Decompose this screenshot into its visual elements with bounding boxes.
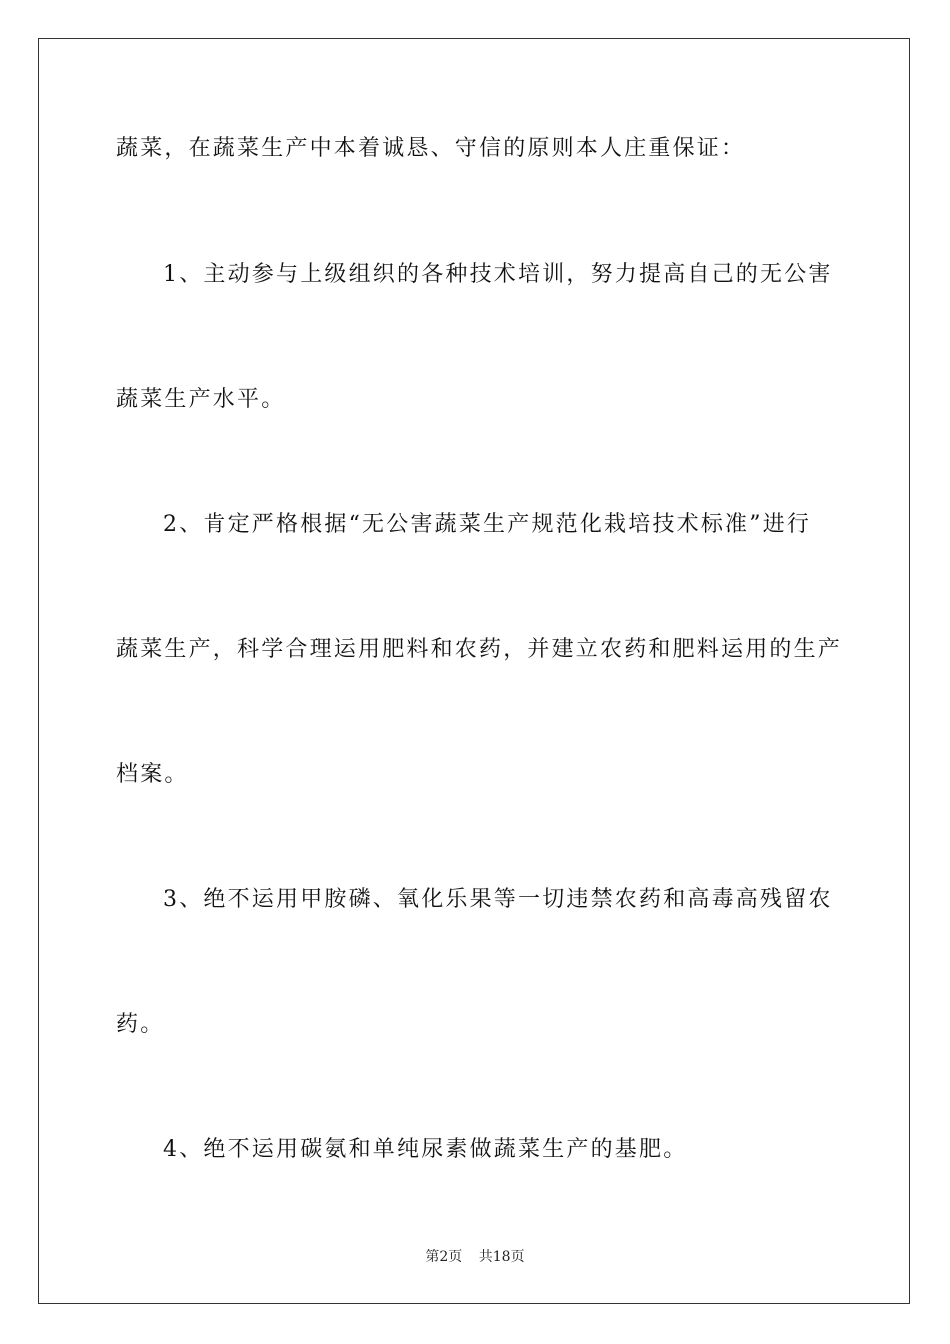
- page-border: [38, 38, 910, 1304]
- paragraph-line: 1、主动参与上级组织的各种技术培训，努力提高自己的无公害: [163, 262, 833, 287]
- page-number: 第2页: [425, 1249, 463, 1265]
- paragraph-line: 档案。: [116, 762, 189, 787]
- page-footer: [0, 1246, 950, 1266]
- paragraph-line: 药。: [116, 1012, 165, 1037]
- paragraph-line: 蔬菜，在蔬菜生产中本着诚恳、守信的原则本人庄重保证：: [116, 136, 746, 161]
- paragraph-line: 3、绝不运用甲胺磷、氧化乐果等一切违禁农药和高毒高残留农: [163, 887, 833, 912]
- paragraph-line: 蔬菜生产水平。: [116, 387, 286, 412]
- paragraph-line: 2、肯定严格根据“无公害蔬菜生产规范化栽培技术标准”进行: [163, 512, 812, 537]
- paragraph-line: 蔬菜生产，科学合理运用肥料和农药，并建立农药和肥料运用的生产: [116, 637, 843, 662]
- paragraph-line: 4、绝不运用碳氨和单纯尿素做蔬菜生产的基肥。: [163, 1137, 688, 1162]
- page-total: 共18页: [478, 1249, 525, 1265]
